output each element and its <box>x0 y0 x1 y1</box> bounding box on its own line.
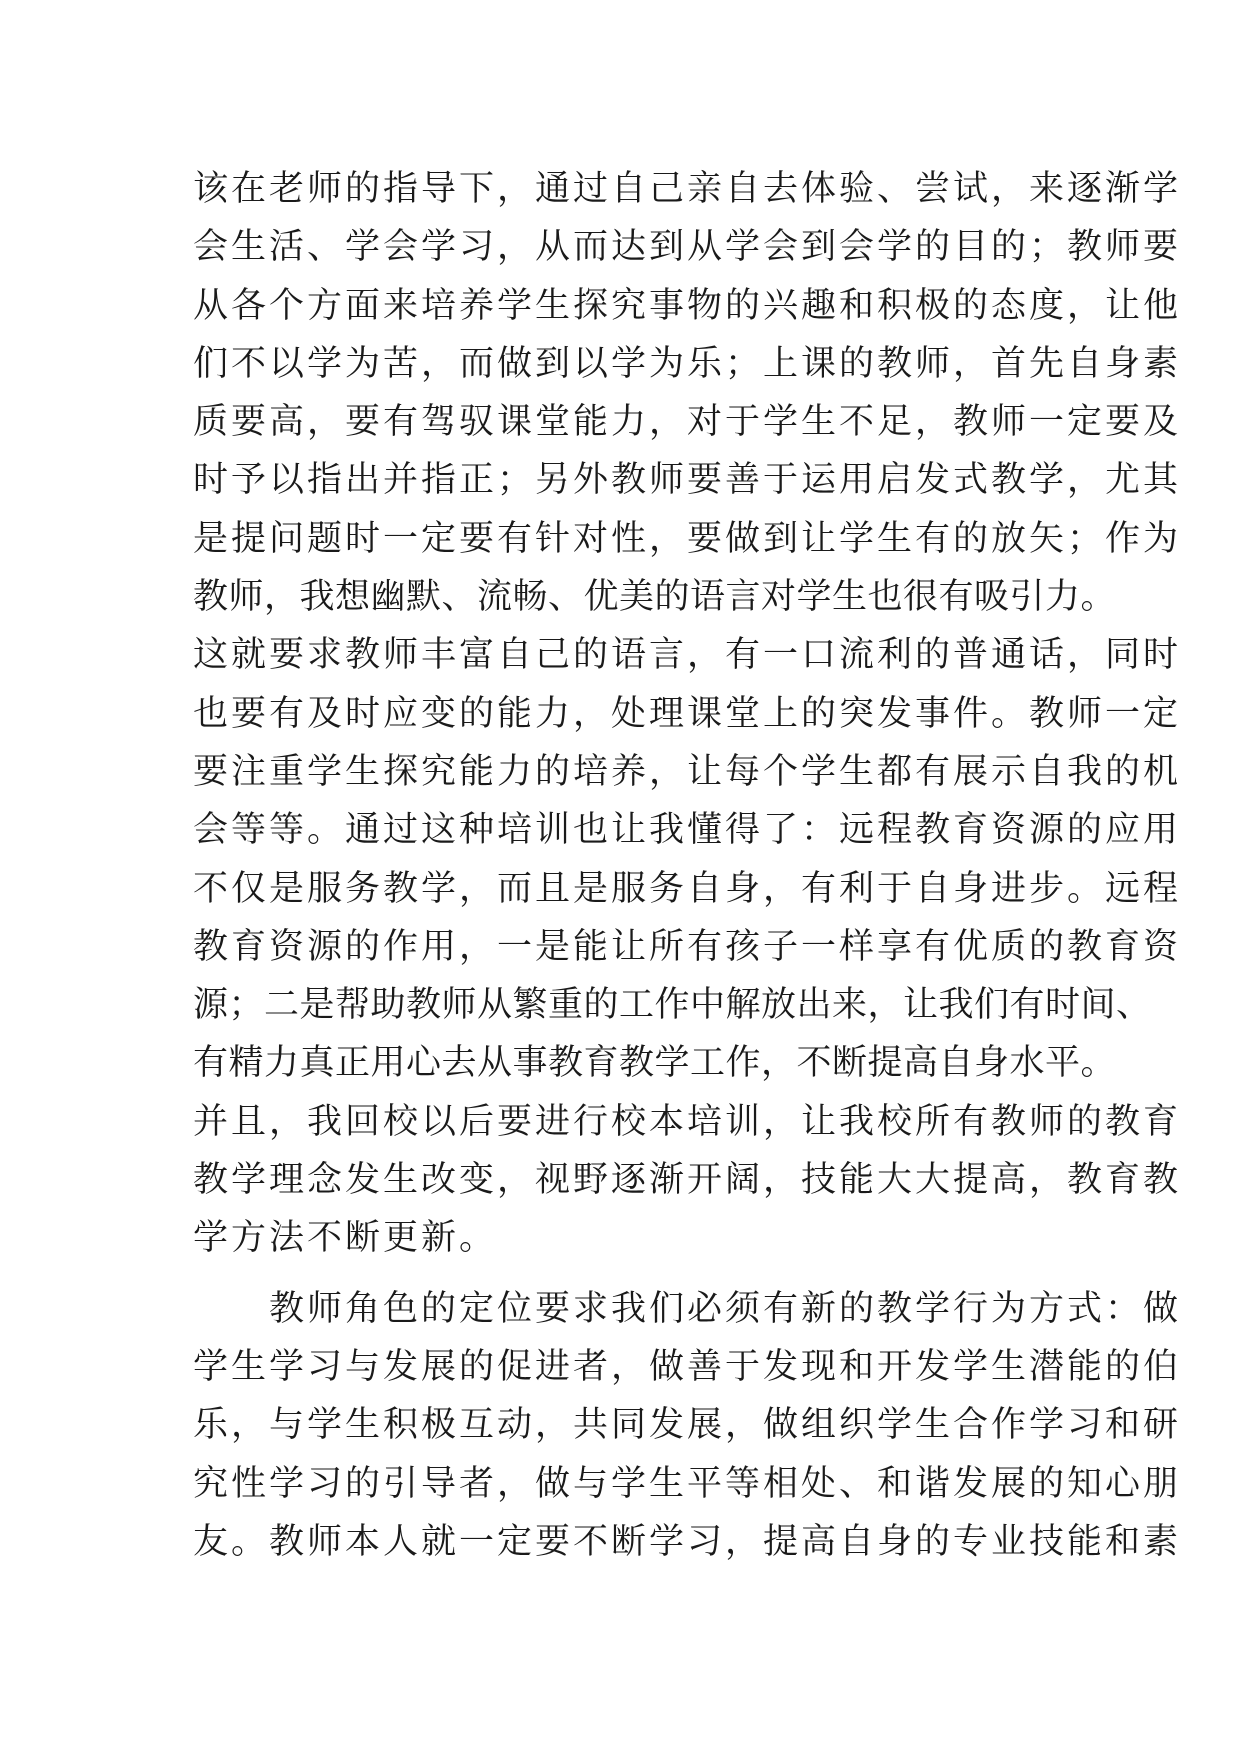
text-line: 是提问题时一定要有针对性，要做到让学生有的放矢；作为 <box>193 518 1182 559</box>
text-line: 该在老师的指导下，通过自己亲自去体验、尝试，来逐渐学 <box>193 169 1182 209</box>
text-line: 究性学习的引导者，做与学生平等相处、和谐发展的知心朋 <box>193 1463 1182 1504</box>
text-line: 会生活、学会学习，从而达到从学会到会学的目的；教师要 <box>193 227 1182 268</box>
text-line: 教学理念发生改变，视野逐渐开阔，技能大大提高，教育教 <box>193 1160 1182 1201</box>
text-line: 时予以指出并指正；另外教师要善于运用启发式教学，尤其 <box>193 460 1182 501</box>
text-line: 质要高，要有驾驭课堂能力，对于学生不足，教师一定要及 <box>193 402 1182 443</box>
paragraph-1 <box>193 160 1182 1268</box>
text-line: 也要有及时应变的能力，处理课堂上的突发事件。教师一定 <box>193 693 1182 734</box>
text-line: 有精力真正用心去从事教育教学工作，不断提高自身水平。 <box>193 1043 1117 1084</box>
text-line: 这就要求教师丰富自己的语言，有一口流利的普通话，同时 <box>193 635 1182 676</box>
text-line: 学方法不断更新。 <box>193 1218 498 1259</box>
text-line: 乐，与学生积极互动，共同发展，做组织学生合作学习和研 <box>193 1405 1182 1446</box>
text-line: 教育资源的作用，一是能让所有孩子一样享有优质的教育资 <box>193 926 1182 967</box>
text-line: 要注重学生探究能力的培养，让每个学生都有展示自我的机 <box>193 751 1182 792</box>
body-text <box>193 160 1182 1571</box>
text-line: 教师，我想幽默、流畅、优美的语言对学生也很有吸引力。 <box>193 577 1117 618</box>
paragraph-2 <box>193 1280 1182 1571</box>
text-line: 们不以学为苦，而做到以学为乐；上课的教师，首先自身素 <box>193 343 1182 384</box>
text-line: 从各个方面来培养学生探究事物的兴趣和积极的态度，让他 <box>193 285 1182 326</box>
text-line: 源；二是帮助教师从繁重的工作中解放出来，让我们有时间、 <box>193 985 1152 1026</box>
text-line: 不仅是服务教学，而且是服务自身，有利于自身进步。远程 <box>193 868 1182 909</box>
text-line: 教师角色的定位要求我们必须有新的教学行为方式：做 <box>193 1288 1182 1329</box>
text-line: 并且，我回校以后要进行校本培训，让我校所有教师的教育 <box>193 1101 1182 1142</box>
text-line: 友。教师本人就一定要不断学习，提高自身的专业技能和素 <box>193 1521 1182 1562</box>
text-line: 会等等。通过这种培训也让我懂得了：远程教育资源的应用 <box>193 810 1182 851</box>
text-line: 学生学习与发展的促进者，做善于发现和开发学生潜能的伯 <box>193 1346 1182 1387</box>
